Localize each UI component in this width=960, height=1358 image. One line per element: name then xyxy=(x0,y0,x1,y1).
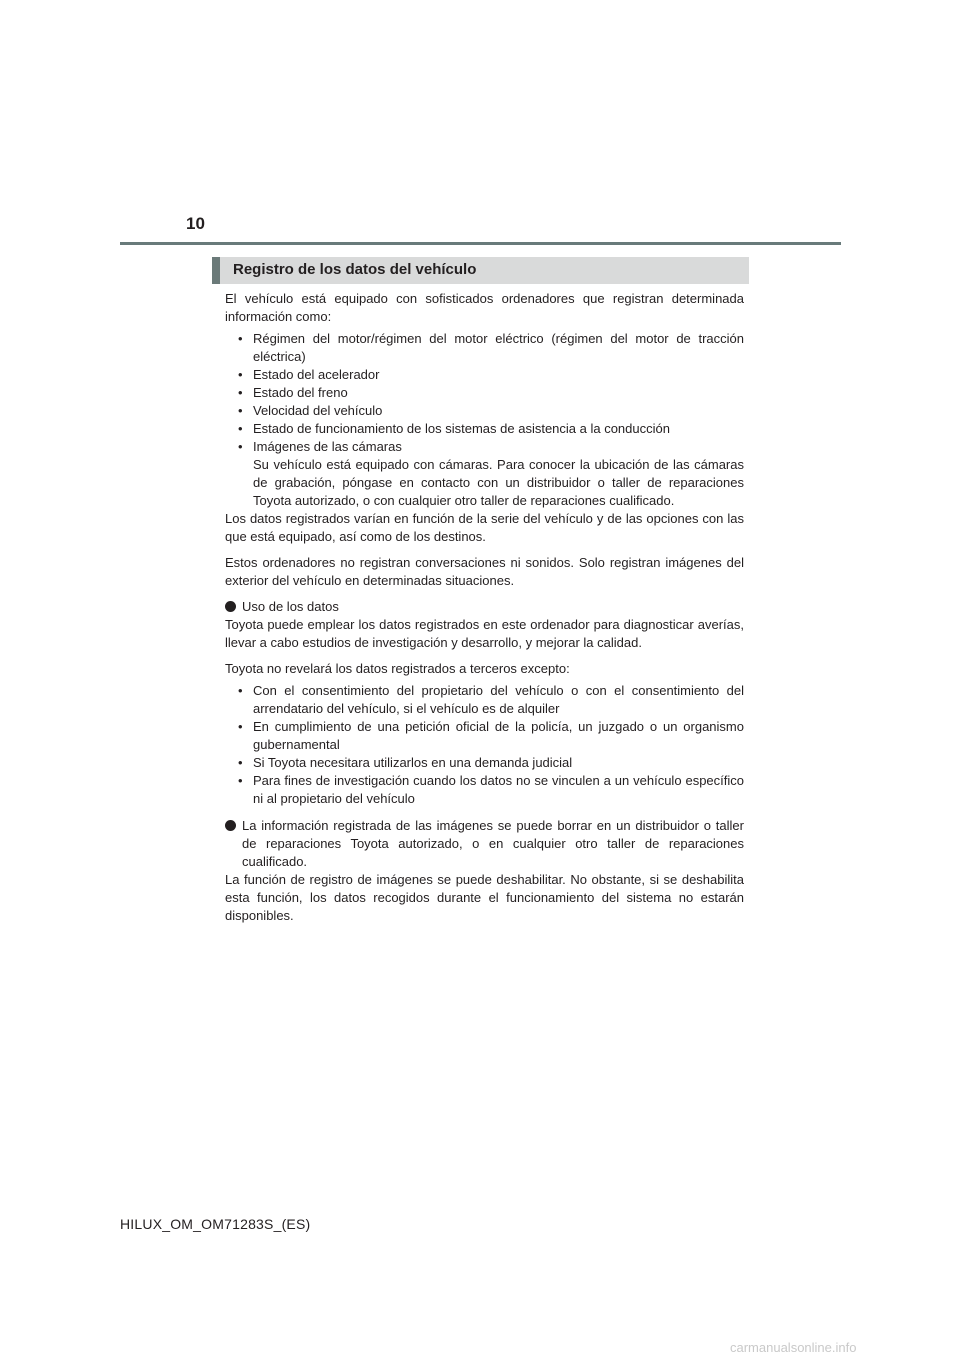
disable-paragraph: La función de registro de imágenes se puede deshabilitar. No obstante, si se deshabilita esta función, los datos recogidos durante el funcionamiento del sistema no estarán disponibles. xyxy=(225,872,744,923)
list-item: • Estado del acelerador xyxy=(238,366,744,384)
bullet-disc-icon xyxy=(225,601,236,612)
erase-paragraph xyxy=(225,817,744,871)
disclosure-list xyxy=(225,682,744,808)
list-item: • Si Toyota necesitara utilizarlos en una demanda judicial xyxy=(238,754,744,772)
list-item: • Con el consentimiento del propietario del vehículo o con el consentimiento del arrendatario del vehículo, si el vehículo es de alquiler xyxy=(238,682,744,718)
header-rule xyxy=(120,242,841,245)
list-item-text: Imágenes de las cámaras xyxy=(253,439,402,454)
variation-paragraph: Los datos registrados varían en función de la serie del vehículo y de las opciones con las que está equipado, así como de los destinos. xyxy=(225,511,744,544)
disclosure-intro: Toyota no revelará los datos registrados a terceros excepto: xyxy=(225,661,570,676)
list-item xyxy=(238,438,744,510)
list-item: • Estado del freno xyxy=(238,384,744,402)
section-header xyxy=(212,257,749,284)
bullet-disc-icon xyxy=(225,820,236,831)
recorded-items-list xyxy=(225,330,744,510)
list-item: • En cumplimiento de una petición oficial de la policía, un juzgado o un organismo gubernamental xyxy=(238,718,744,754)
list-item: • Para fines de investigación cuando los datos no se vinculen a un vehículo específico ni al propietario del vehículo xyxy=(238,772,744,808)
use-heading xyxy=(225,598,744,616)
list-item: • Velocidad del vehículo xyxy=(238,402,744,420)
section-title: Registro de los datos del vehículo xyxy=(233,261,477,278)
watermark: carmanualsonline.info xyxy=(730,1340,857,1355)
use-heading-text: Uso de los datos xyxy=(242,599,339,614)
no-audio-paragraph: Estos ordenadores no registran conversaciones ni sonidos. Solo registran imágenes del exterior del vehículo en determinadas situaciones. xyxy=(225,555,744,588)
list-item: • Régimen del motor/régimen del motor eléctrico (régimen del motor de tracción eléctrica) xyxy=(238,330,744,366)
intro-paragraph: El vehículo está equipado con sofisticados ordenadores que registran determinada información como: xyxy=(225,291,744,324)
document-body xyxy=(225,290,744,933)
list-item: • Estado de funcionamiento de los sistemas de asistencia a la conducción xyxy=(238,420,744,438)
camera-note: Su vehículo está equipado con cámaras. Para conocer la ubicación de las cámaras de grabación, póngase en contacto con un distribuidor o taller de reparaciones Toyota autorizado, o con cualquier otro taller de reparaciones cualificado. xyxy=(253,457,744,508)
erase-text: La información registrada de las imágenes se puede borrar en un distribuidor o taller de reparaciones Toyota autorizado, o en cualquier otro taller de reparaciones cualificado. xyxy=(242,818,744,869)
document-code: HILUX_OM_OM71283S_(ES) xyxy=(120,1216,311,1232)
use-paragraph: Toyota puede emplear los datos registrados en este ordenador para diagnosticar averías, llevar a cabo estudios de investigación y desarrollo, y mejorar la calidad. xyxy=(225,617,744,650)
page-number: 10 xyxy=(186,214,205,233)
